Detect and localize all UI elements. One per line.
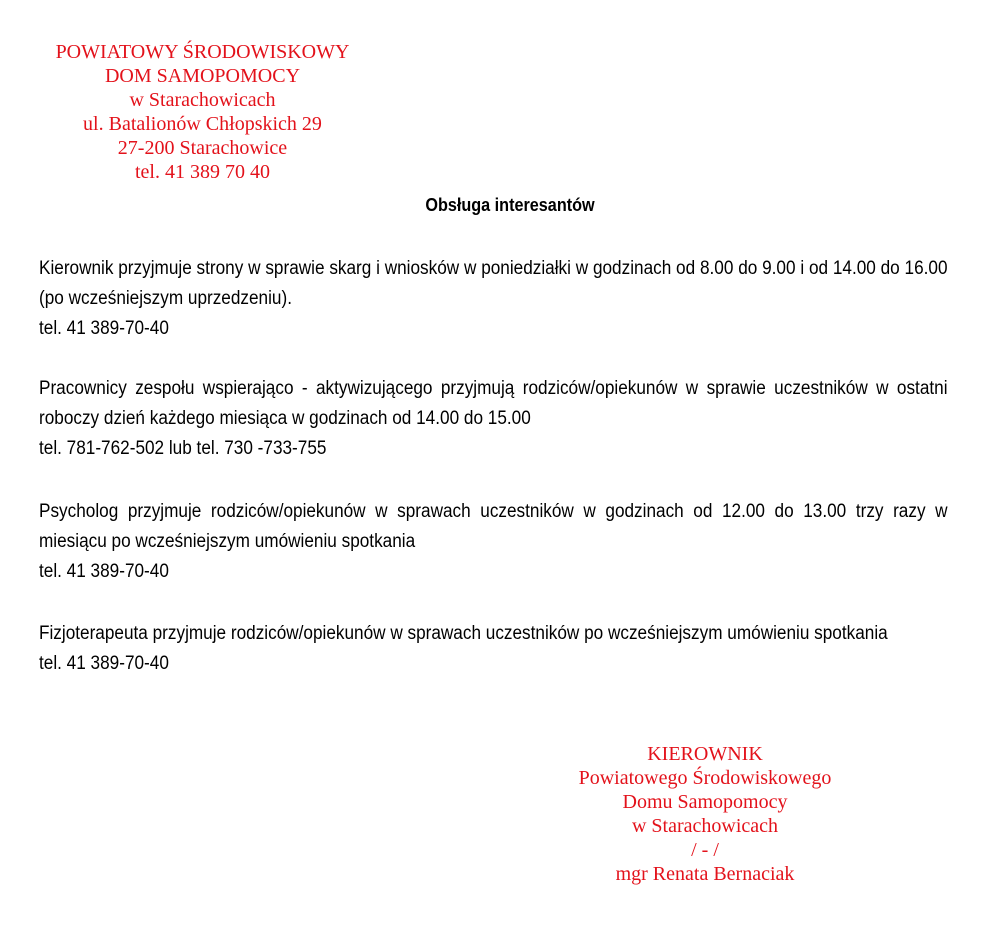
document-title: Obsługa interesantów (425, 195, 595, 215)
section-phone: tel. 41 389-70-40 (39, 561, 169, 582)
signature-role: KIEROWNIK (647, 743, 763, 765)
stamp-street-address: ul. Batalionów Chłopskich 29 (83, 113, 322, 135)
section-text: Pracownicy zespołu wspierająco - aktywizującego przyjmują rodziców/opiekunów w sprawie uczestników w ostatni roboczy dzień każdego miesiąca w godzinach od 14.00 do 15.00 (39, 378, 948, 429)
section-director (39, 254, 948, 344)
signature-name: mgr Renata Bernaciak (615, 863, 795, 885)
stamp-city-line: w Starachowicach (129, 89, 276, 111)
signature-mark: / - / (691, 839, 719, 861)
header-stamp (30, 40, 375, 184)
section-text: Kierownik przyjmuje strony w sprawie skarg i wniosków w poniedziałki w godzinach od 8.00 do 9.00 i od 14.00 do 16.00 (po wcześniejszym uprzedzeniu). (39, 258, 948, 309)
signature-institution-line-2: Domu Samopomocy (622, 791, 788, 813)
stamp-postal-code: 27-200 Starachowice (117, 137, 288, 159)
section-phone: tel. 41 389-70-40 (39, 653, 169, 674)
stamp-institution-line-1: POWIATOWY ŚRODOWISKOWY (55, 41, 350, 63)
section-support-team (39, 374, 948, 464)
section-phone: tel. 41 389-70-40 (39, 318, 169, 339)
section-physiotherapist (39, 619, 948, 679)
section-phone: tel. 781-762-502 lub tel. 730 -733-755 (39, 438, 327, 459)
section-text: Psycholog przyjmuje rodziców/opiekunów w sprawach uczestników w godzinach od 12.00 do 13.00 trzy razy w miesiącu po wcześniejszym umówieniu spotkania (39, 501, 948, 552)
section-psychologist (39, 497, 948, 587)
signature-institution-line-1: Powiatowego Środowiskowego (578, 767, 832, 789)
signature-city-line: w Starachowicach (631, 815, 779, 837)
signature-stamp (555, 742, 855, 886)
stamp-phone: tel. 41 389 70 40 (135, 161, 270, 183)
section-text: Fizjoterapeuta przyjmuje rodziców/opiekunów w sprawach uczestników po wcześniejszym umówieniu spotkania (39, 623, 888, 644)
stamp-institution-line-2: DOM SAMOPOMOCY (104, 65, 301, 87)
